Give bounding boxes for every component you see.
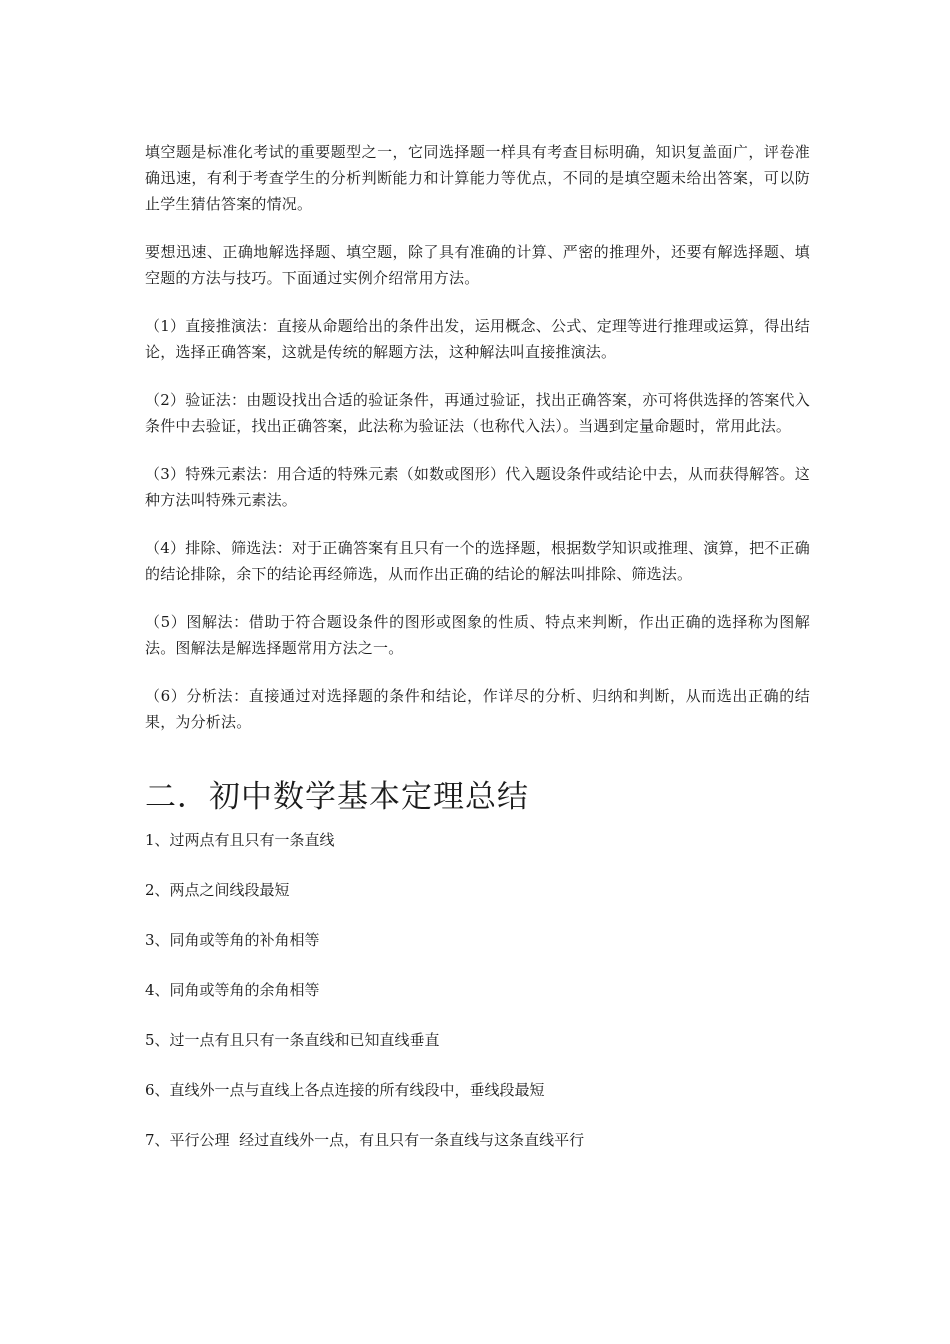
document-content [145,139,810,1177]
theorem-item: 2、两点之间线段最短 [145,881,290,899]
method-graphical: （5）图解法：借助于符合题设条件的图形或图象的性质、特点来判断，作出正确的选择称为图解法。图解法是解选择题常用方法之一。 [145,613,810,657]
theorem-item: 7、平行公理 经过直线外一点，有且只有一条直线与这条直线平行 [145,1131,585,1149]
theorem-item: 4、同角或等角的余角相等 [145,981,320,999]
section-heading: 二．初中数学基本定理总结 [145,779,529,815]
theorem-item: 6、直线外一点与直线上各点连接的所有线段中，垂线段最短 [145,1081,545,1099]
method-special-element: （3）特殊元素法：用合适的特殊元素（如数或图形）代入题设条件或结论中去，从而获得解答。这种方法叫特殊元素法。 [145,465,810,509]
method-verification: （2）验证法：由题设找出合适的验证条件，再通过验证，找出正确答案，亦可将供选择的答案代入条件中去验证，找出正确答案，此法称为验证法（也称代入法）。当遇到定量命题时，常用此法。 [145,391,810,435]
method-analysis: （6）分析法：直接通过对选择题的条件和结论，作详尽的分析、归纳和判断，从而选出正确的结果，为分析法。 [145,687,810,731]
theorem-item: 5、过一点有且只有一条直线和已知直线垂直 [145,1031,440,1049]
intro-paragraph-methods: 要想迅速、正确地解选择题、填空题，除了具有准确的计算、严密的推理外，还要有解选择题、填空题的方法与技巧。下面通过实例介绍常用方法。 [145,243,810,287]
theorem-item: 3、同角或等角的补角相等 [145,931,320,949]
intro-paragraph-fill-in-blank: 填空题是标准化考试的重要题型之一，它同选择题一样具有考查目标明确，知识复盖面广，评卷准确迅速，有利于考查学生的分析判断能力和计算能力等优点，不同的是填空题未给出答案，可以防止学生猜估答案的情况。 [145,143,810,213]
method-elimination: （4）排除、筛选法：对于正确答案有且只有一个的选择题，根据数学知识或推理、演算，把不正确的结论排除，余下的结论再经筛选，从而作出正确的结论的解法叫排除、筛选法。 [145,539,810,583]
method-direct-deduction: （1）直接推演法：直接从命题给出的条件出发，运用概念、公式、定理等进行推理或运算，得出结论，选择正确答案，这就是传统的解题方法，这种解法叫直接推演法。 [145,317,810,361]
theorem-list [145,827,810,1153]
theorem-item: 1、过两点有且只有一条直线 [145,831,335,849]
